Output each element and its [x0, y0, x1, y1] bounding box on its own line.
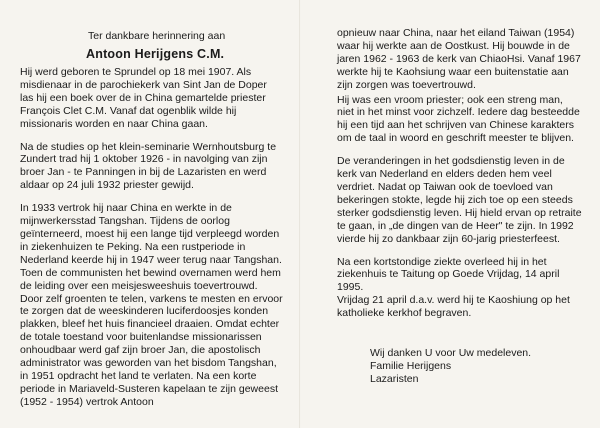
birth-paragraph: Hij werd geboren te Sprundel op 18 mei 1907. Als misdienaar in de parochiekerk van Sint Jan de Doper las hij een boek over de in China gemartelde priester François Clet C.M. Vanaf dat ogenblik wilde hij missionaris worden en naar China gaan. [20, 66, 267, 130]
order-line: Lazaristen [370, 373, 419, 385]
taiwan-paragraph: opnieuw naar China, naar het eiland Taiwan (1954) waar hij werkte aan de Oostkust. Hij bouwde in de jaren 1962 - 1963 de kerk van ChiaoHsi. Vanaf 1967 werkte hij te Kaohsiung waar een buitenstatie aan zijn zorgen was toevertrouwd. [337, 27, 581, 91]
intro-line: Ter dankbare herinnering aan [88, 30, 226, 42]
changes-paragraph: De veranderingen in het godsdienstig leven in de kerk van Nederland en elders deden hem veel verdriet. Nadat op Taiwan ook de toevloed van bekeringen stokte, legde hij zich toe op een steeds sterker godsdienstig leven. Hij hield ervan op retraite te gaan, in „de dingen van de Heer" te zijn. In 1992 vierde hij zo dankbaar zijn 60-jarig priesterfeest. [337, 155, 582, 245]
thanks-line: Wij danken U voor Uw medeleven. [370, 347, 532, 359]
card-fold [299, 0, 301, 428]
china-paragraph: In 1933 vertrok hij naar China en werkte in de mijnwerkersstad Tangshan. Tijdens de oorlog geïnterneerd, moest hij een lange tijd verpleegd worden in ziekenhuizen te Peking. Na een rustperiode in Nederland keerde hij in 1947 weer terug naar Tangshan. Toen de communisten het bewind overnamen werd hem de leiding over een meisjesweeshuis toevertrouwd. Door zelf groenten te telen, varkens te mesten en ervoor te zorgen dat de weeskinderen luciferdoosjes konden plakken, bleef het huis financieel draaien. Omdat echter de totale toestand voor buitenlandse missionarissen onhoudbaar werd gaf zijn broer Jan, die apostolisch administrator was geworden van het bisdom Tangshan, in 1951 opdracht het land te verlaten. Na een korte periode in Mariaveld-Susteren kapelaan te zijn geweest (1952 - 1954) vertrok Antoon [20, 202, 283, 408]
left-column [20, 66, 283, 409]
deceased-name: Antoon Herijgens C.M. [86, 47, 225, 61]
studies-paragraph: Na de studies op het klein-seminarie Wernhoutsburg te Zundert trad hij 1 oktober 1926 - in navolging van zijn broer Jan - te Panningen in bij de Lazaristen en werd aldaar op 24 juli 1932 priester gewijd. [20, 140, 277, 192]
right-column [337, 27, 582, 320]
thanks-block [370, 347, 531, 386]
death-paragraph: Na een kortstondige ziekte overleed hij in het ziekenhuis te Taitung op Goede Vrijdag, 14 april 1995. [337, 255, 560, 294]
burial-paragraph: Vrijdag 21 april d.a.v. werd hij te Kaoshiung op het katholieke kerkhof begraven. [337, 294, 570, 320]
family-line: Familie Herijgens [370, 360, 452, 372]
character-paragraph: Hij was een vroom priester; ook een streng man, niet in het minst voor zichzelf. Iedere dag besteedde hij een tijd aan het schrijven van Chinese karakters om de taal in woord en geschrift meester te blijven. [337, 93, 580, 145]
